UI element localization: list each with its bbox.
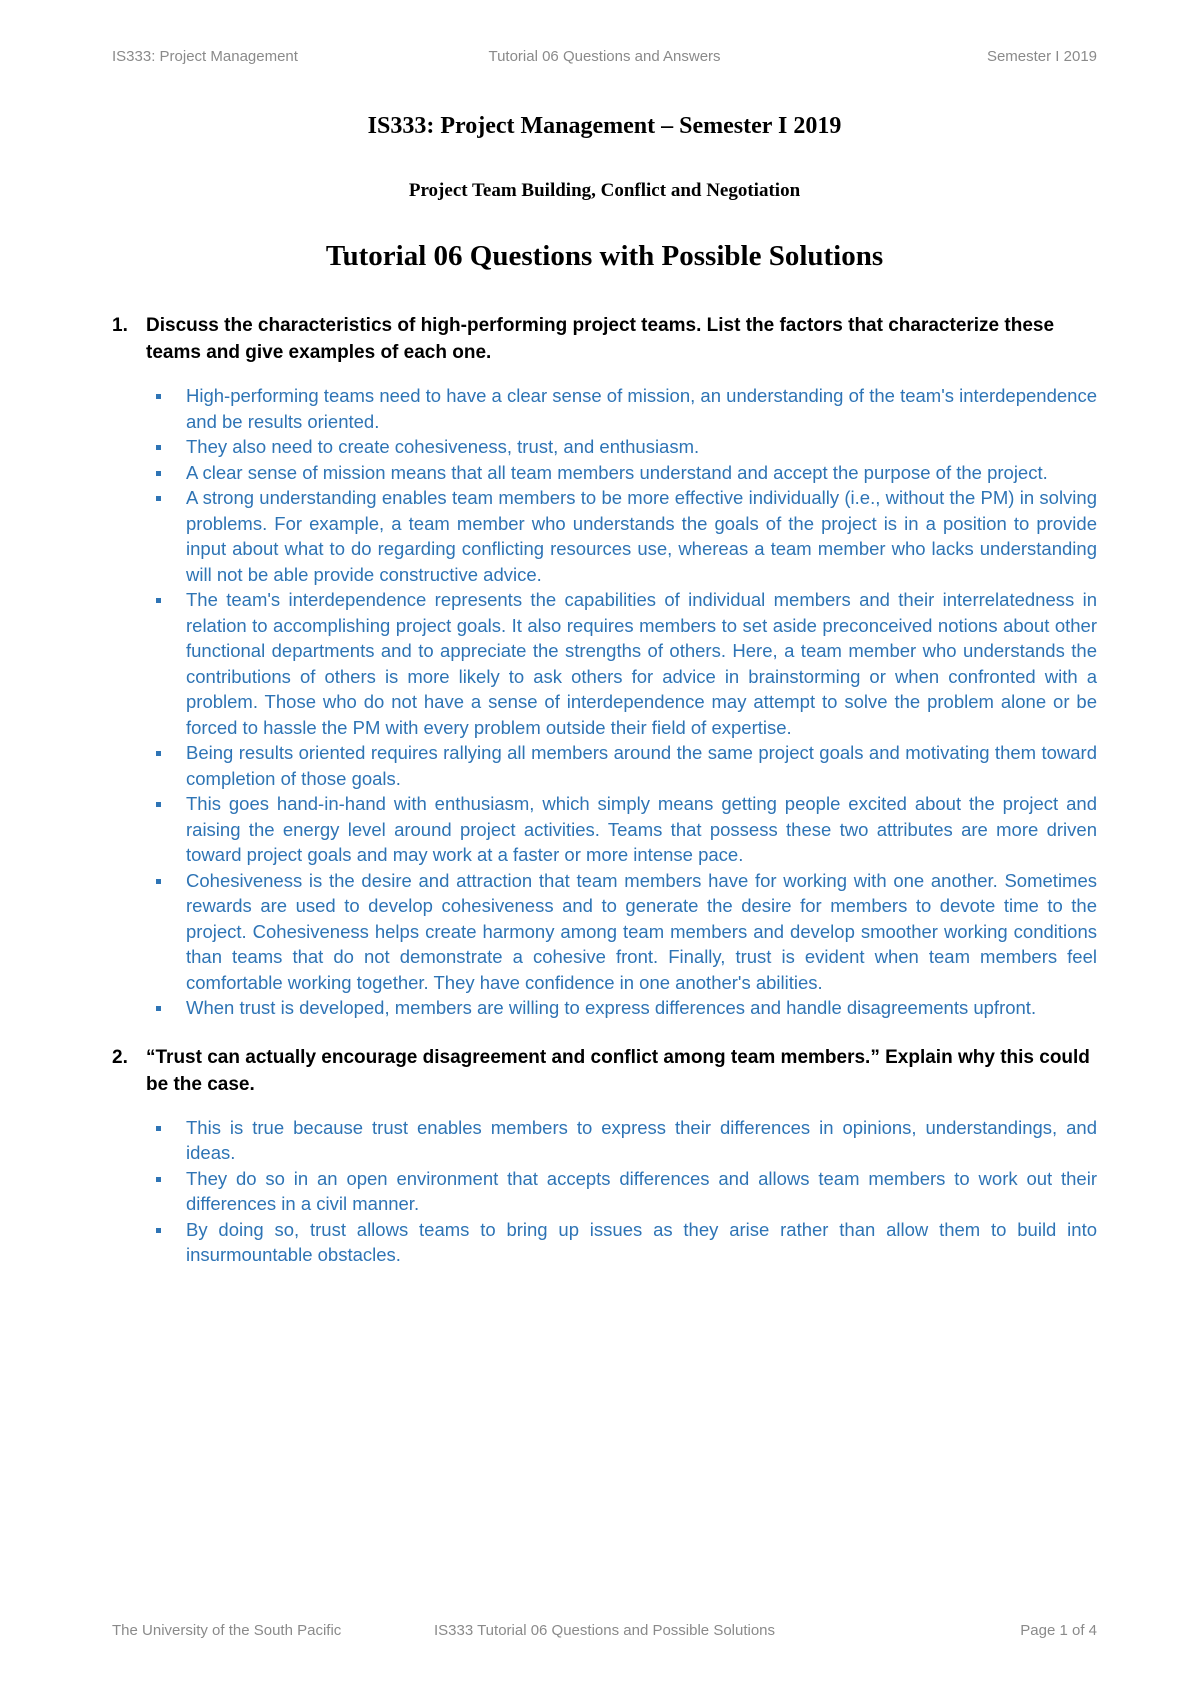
square-bullet-icon [156, 1228, 161, 1233]
footer-institution: The University of the South Pacific [112, 1622, 342, 1639]
header-course: IS333: Project Management [112, 48, 298, 65]
square-bullet-icon [156, 1126, 161, 1131]
square-bullet-icon [156, 1006, 161, 1011]
answer-item: High-performing teams need to have a clear sense of mission, an understanding of the team's interdependence and be results oriented. [112, 383, 1097, 434]
answer-item: This is true because trust enables members to express their differences in opinions, understandings, and ideas. [112, 1115, 1097, 1166]
footer-page-number: Page 1 of 4 [1020, 1622, 1097, 1639]
question-1 [112, 312, 1097, 366]
square-bullet-icon [156, 802, 161, 807]
square-bullet-icon [156, 598, 161, 603]
answer-item: The team's interdependence represents the capabilities of individual members and their interrelatedness in relation to accomplishing project goals. It also requires members to set aside preconceived notions about other functional departments and to appreciate the strengths of others. Here, a team member who understands the contributions of others is more likely to ask others for advice in brainstorming or when confronted with a problem. Those who do not have a sense of interdependence may attempt to solve the problem alone or be forced to hassle the PM with every problem outside their field of expertise. [112, 587, 1097, 740]
square-bullet-icon [156, 751, 161, 756]
tutorial-heading: Tutorial 06 Questions with Possible Solutions [325, 240, 884, 272]
question-number: 2. [112, 1046, 128, 1068]
square-bullet-icon [156, 445, 161, 450]
square-bullet-icon [156, 496, 161, 501]
question-2-answers [112, 1115, 1097, 1268]
document-body [112, 312, 1097, 1268]
page-subtitle: Project Team Building, Conflict and Negotiation [408, 180, 801, 201]
answer-item: They do so in an open environment that accepts differences and allows team members to work out their differences in a civil manner. [112, 1166, 1097, 1217]
answer-item: A clear sense of mission means that all team members understand and accept the purpose of the project. [112, 460, 1097, 486]
answer-item: They also need to create cohesiveness, trust, and enthusiasm. [112, 434, 1097, 460]
header-document-title: Tutorial 06 Questions and Answers [488, 48, 721, 65]
header-semester: Semester I 2019 [986, 48, 1097, 65]
answer-item: When trust is developed, members are willing to express differences and handle disagreements upfront. [112, 995, 1097, 1021]
square-bullet-icon [156, 471, 161, 476]
square-bullet-icon [156, 1177, 161, 1182]
question-number: 1. [112, 315, 128, 336]
page-header [112, 48, 1097, 68]
square-bullet-icon [156, 879, 161, 884]
question-1-answers [112, 383, 1097, 1021]
square-bullet-icon [156, 394, 161, 399]
page-title: IS333: Project Management – Semester I 2019 [367, 113, 842, 139]
footer-document-title: IS333 Tutorial 06 Questions and Possible Solutions [433, 1622, 776, 1639]
answer-item: This goes hand-in-hand with enthusiasm, which simply means getting people excited about the project and raising the energy level around project activities. Teams that possess these two attributes are more driven toward project goals and may work at a faster or more intense pace. [112, 791, 1097, 868]
answer-item: Being results oriented requires rallying all members around the same project goals and motivating them toward completion of those goals. [112, 740, 1097, 791]
answer-item: A strong understanding enables team members to be more effective individually (i.e., without the PM) in solving problems. For example, a team member who understands the goals of the project is in a position to provide input about what to do regarding conflicting resources use, whereas a team member who lacks understanding will not be able provide constructive advice. [112, 485, 1097, 587]
answer-item: Cohesiveness is the desire and attraction that team members have for working with one another. Sometimes rewards are used to develop cohesiveness and to generate the desire for members to devote time to the project. Cohesiveness helps create harmony among team members and develop smoother working conditions than teams that do not demonstrate a cohesive front. Finally, trust is evident when team members feel comfortable working together. They have confidence in one another's abilities. [112, 868, 1097, 996]
answer-item: By doing so, trust allows teams to bring up issues as they arise rather than allow them to build into insurmountable obstacles. [112, 1217, 1097, 1268]
question-text: Discuss the characteristics of high-performing project teams. List the factors that characterize these teams and give examples of each one. [146, 315, 1055, 363]
question-text: “Trust can actually encourage disagreement and conflict among team members.” Explain why this could be the case. [146, 1046, 1090, 1095]
page-footer [112, 1622, 1097, 1642]
question-2 [112, 1044, 1097, 1098]
